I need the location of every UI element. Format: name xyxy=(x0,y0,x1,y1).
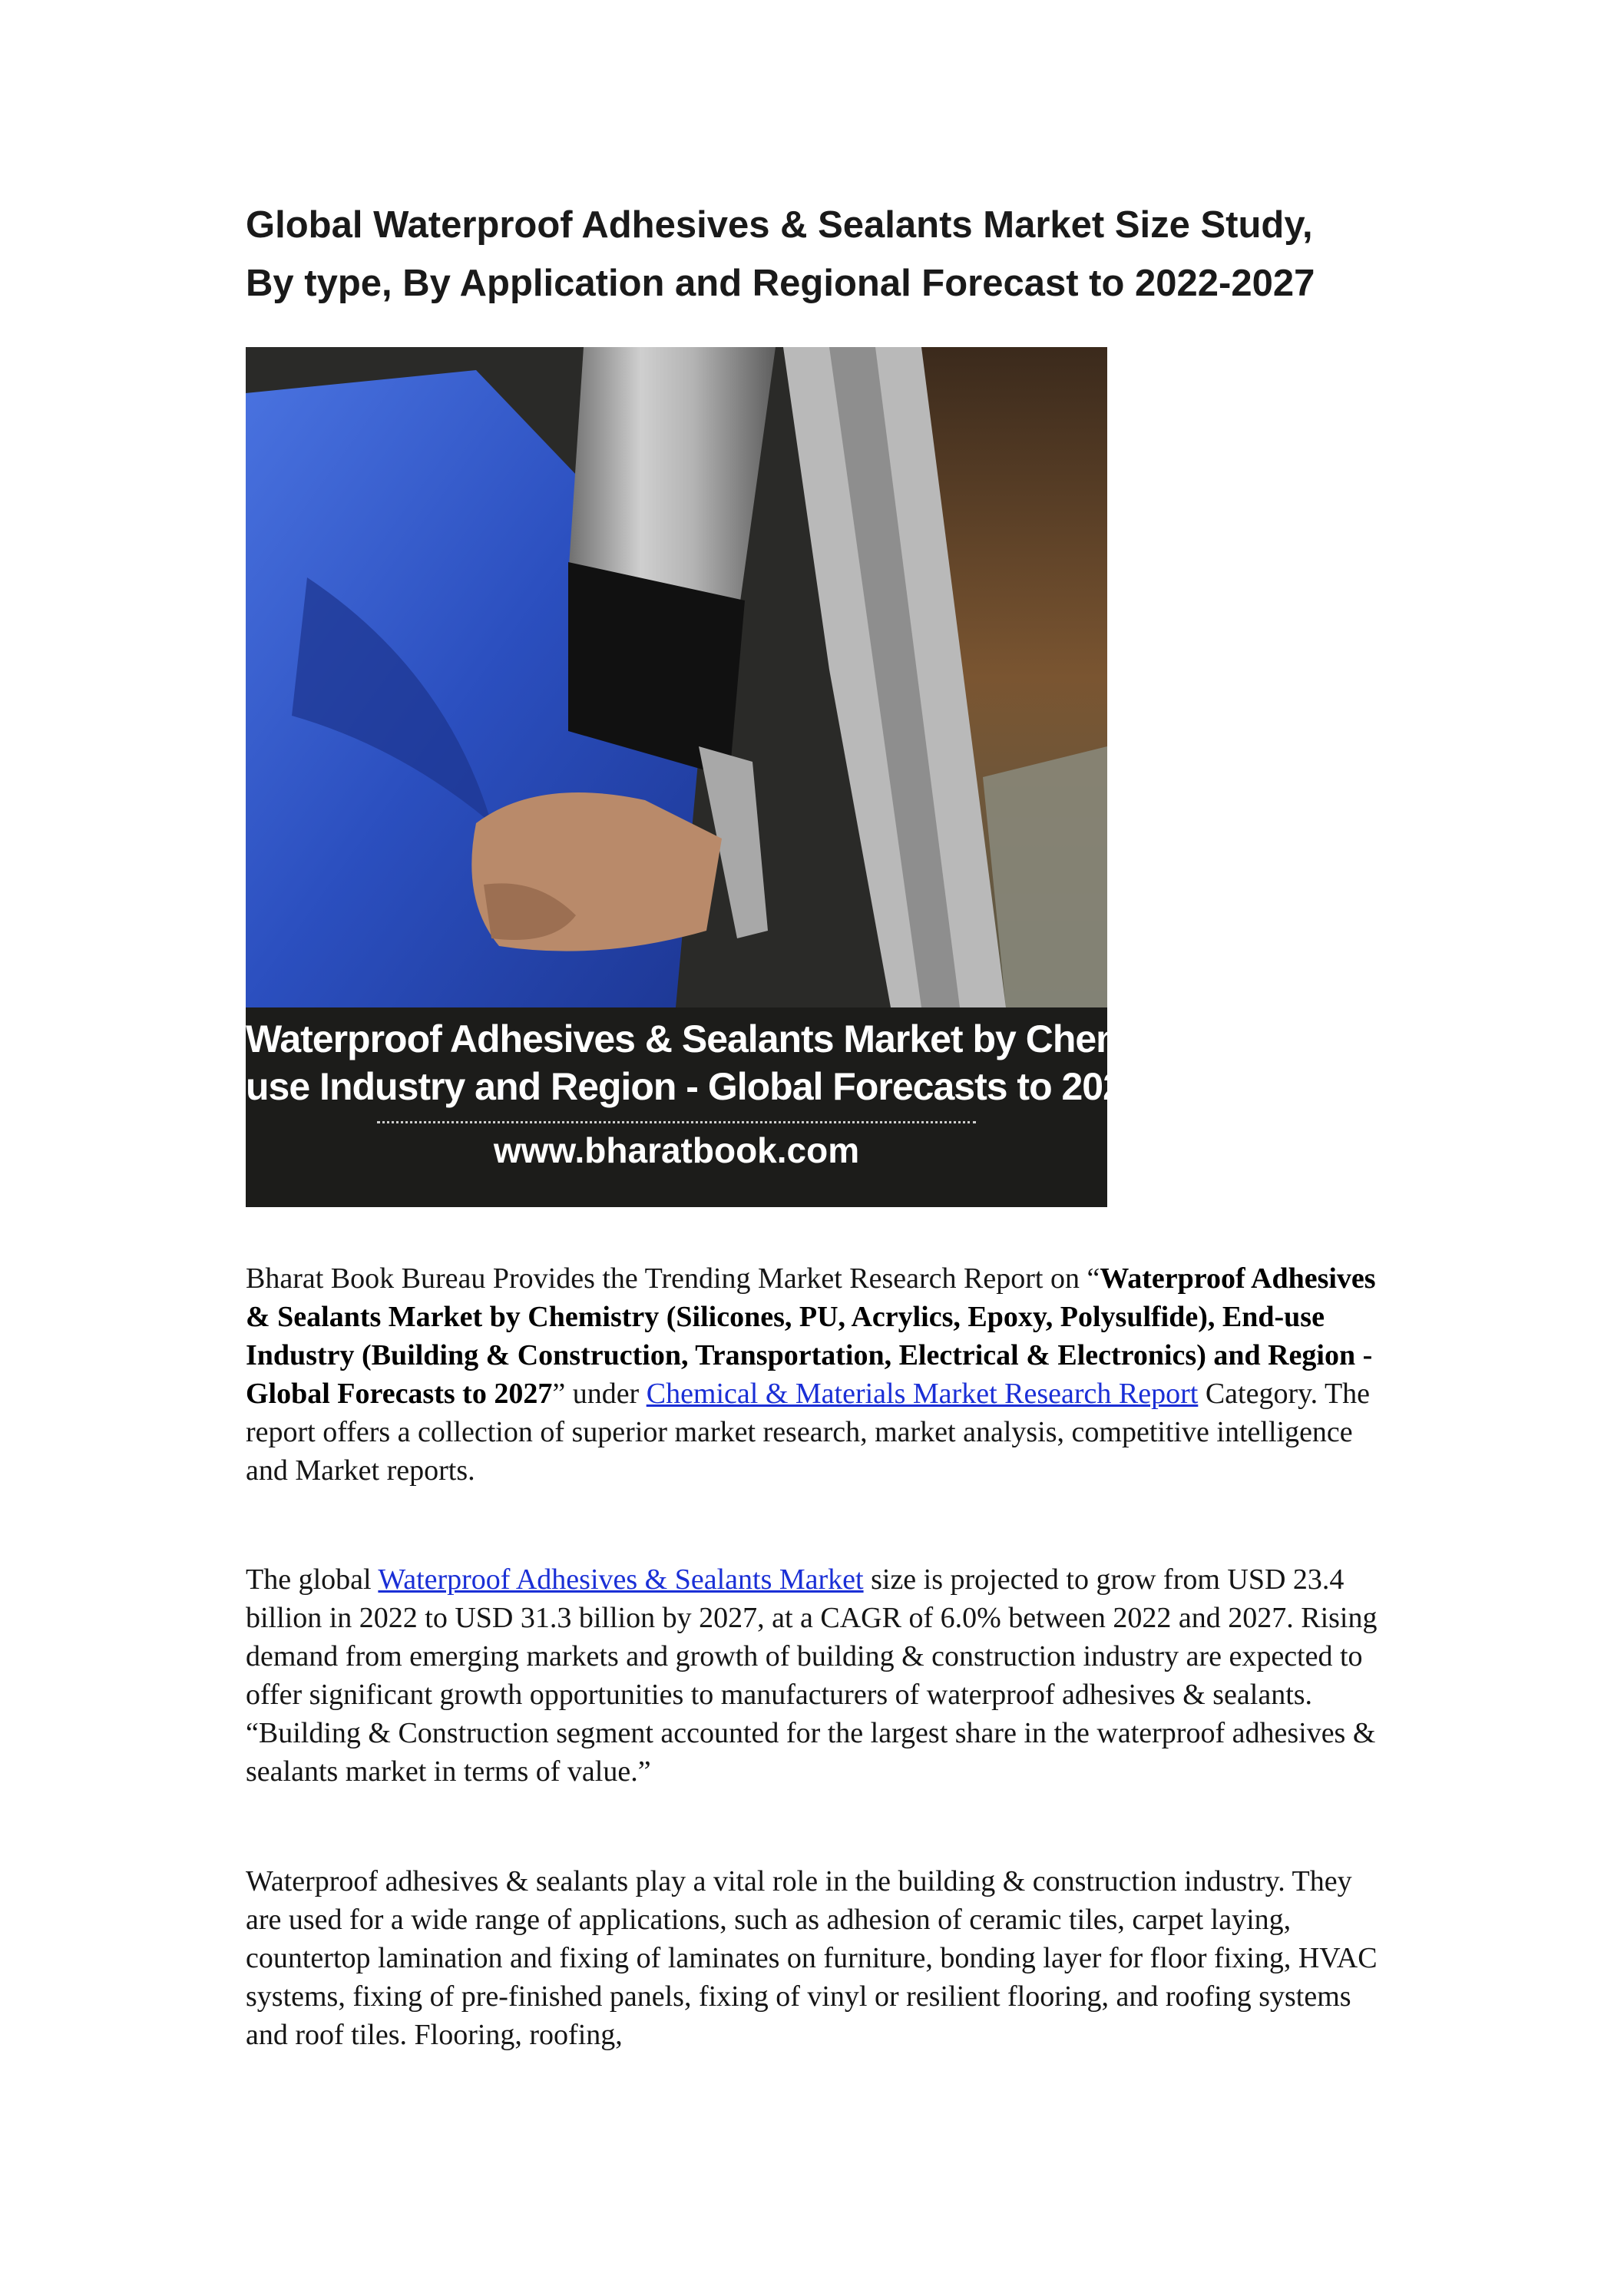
applications-paragraph: Waterproof adhesives & sealants play a vital role in the building & construction industry. They are used for a wide range of applications, such as adhesion of ceramic tiles, carpet laying, countertop lamination and fixing of laminates on furniture, bonding layer for floor fixing, HVAC systems, fixing of pre-finished panels, fixing of vinyl or resilient flooring, and roofing systems and roof tiles. Flooring, roofing, xyxy=(246,1865,1378,2051)
report-cover-image xyxy=(246,347,1306,1207)
market-link[interactable]: Waterproof Adhesives & Sealants Market xyxy=(378,1563,864,1596)
banner-url: www.bharatbook.com xyxy=(493,1130,860,1170)
category-link[interactable]: Chemical & Materials Market Research Report xyxy=(646,1378,1199,1410)
intro-paragraph xyxy=(246,1259,1390,1490)
title-line-1: Global Waterproof Adhesives & Sealants Market Size Study, xyxy=(246,204,1313,246)
cover-banner xyxy=(246,1007,1306,1207)
title-line-2: By type, By Application and Regional Forecast to 2022-2027 xyxy=(246,263,1315,304)
market-size-paragraph xyxy=(246,1560,1390,1791)
banner-divider xyxy=(377,1121,976,1123)
market-size-lead: The global xyxy=(246,1563,379,1596)
banner-title-line-1: Waterproof Adhesives & Sealants Market by Chemistry, End- xyxy=(246,1017,1306,1060)
page-title xyxy=(246,196,1413,313)
market-size-text: size is projected to grow from USD 23.4 billion in 2022 to USD 31.3 billion by 2027, at a CAGR of 6.0% between 2022 and 2027. Rising demand from emerging markets and growth of building & construction industry are expected to offer significant growth opportunities to manufacturers of waterproof adhesives & sealants. “Building & Construction segment accounted for the largest share in the waterproof adhesives & sealants market in terms of value.” xyxy=(246,1563,1378,1788)
intro-text: Bharat Book Bureau Provides the Trending Market Research Report on “ xyxy=(246,1262,1100,1295)
report-title: Waterproof Adhesives & Sealants Market by Chemistry (Silicones, PU, Acrylics, Epoxy, Polysulfide), End-use Industry (Building & Construction, Transportation, Electrical & Electronics) and Region - Global Forecasts to 2027 xyxy=(246,1262,1376,1410)
intro-rest: Category. The report offers a collection of superior market research, market analysis, competitive intelligence and Market reports. xyxy=(246,1378,1371,1487)
sealant-application-photo xyxy=(246,347,1107,1007)
banner-title-line-2: use Industry and Region - Global Forecasts to 2027 xyxy=(246,1065,1144,1108)
intro-connector: ” under xyxy=(552,1378,647,1410)
